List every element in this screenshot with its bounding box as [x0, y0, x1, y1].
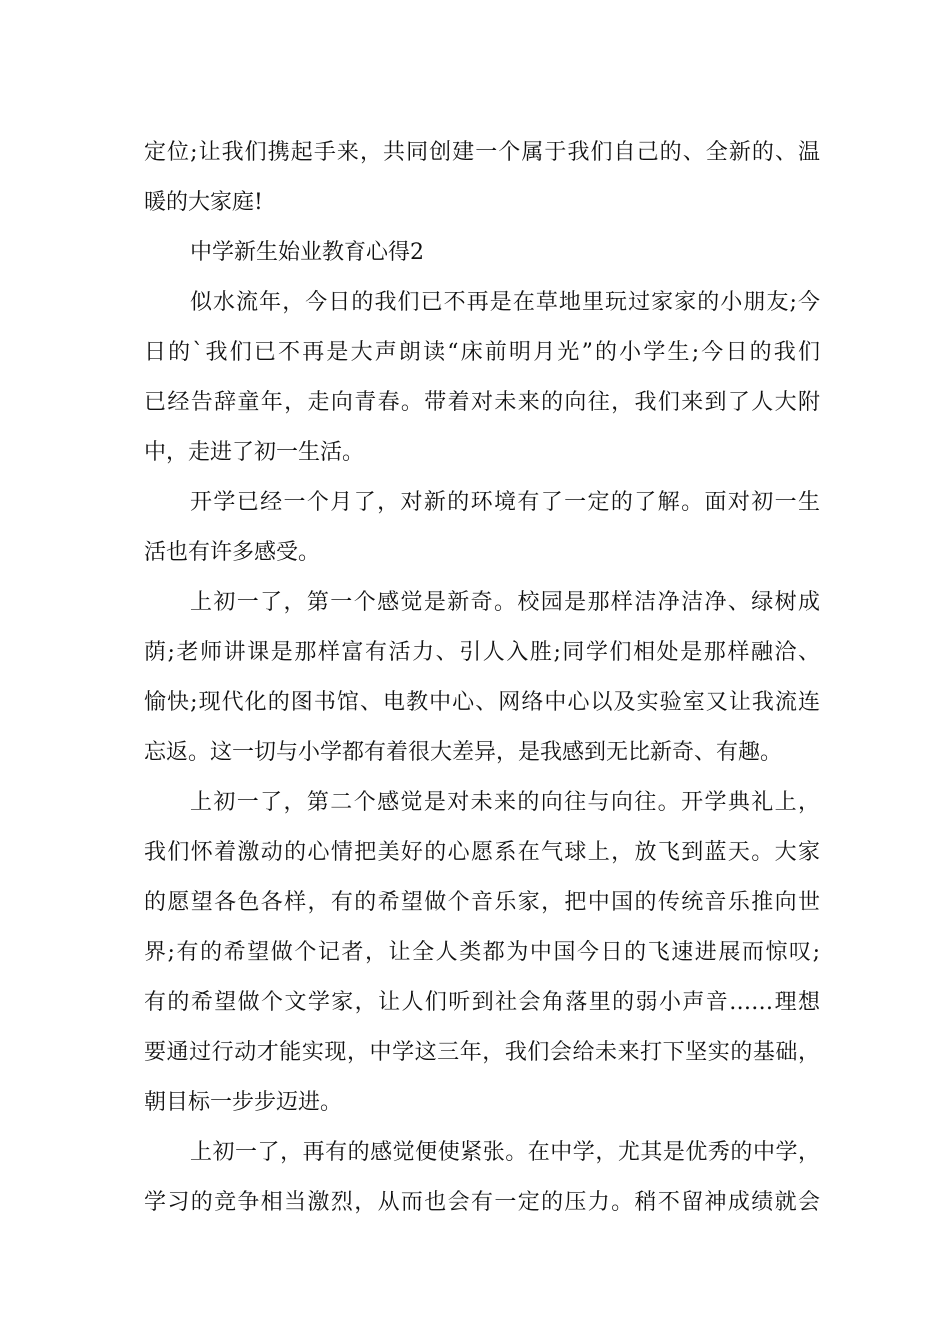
paragraph-line: 上初一了，再有的感觉便使紧张。在中学，尤其是优秀的中学， [190, 1140, 820, 1165]
paragraph-line: 要通过行动才能实现，中学这三年，我们会给未来打下坚实的基础， [144, 1040, 820, 1065]
paragraph-line: 朝目标一步步迈进。 [144, 1090, 343, 1115]
paragraph-line: 已经告辞童年，走向青春。带着对未来的向往，我们来到了人大附 [144, 390, 820, 415]
section-heading: 中学新生始业教育心得2 [190, 240, 424, 265]
paragraph-line: 定位;让我们携起手来，共同创建一个属于我们自己的、全新的、温 [144, 140, 820, 165]
document-body [144, 128, 820, 1228]
paragraph-line: 愉快;现代化的图书馆、电教中心、网络中心以及实验室又让我流连 [144, 690, 820, 715]
paragraph-line: 上初一了，第二个感觉是对未来的向往与向往。开学典礼上， [190, 790, 820, 815]
paragraph-line: 有的希望做个文学家，让人们听到社会角落里的弱小声音……理想 [144, 990, 820, 1015]
paragraph-line: 活也有许多感受。 [144, 540, 321, 565]
paragraph-line: 开学已经一个月了，对新的环境有了一定的了解。面对初一生 [190, 490, 820, 515]
paragraph-line: 界;有的希望做个记者，让全人类都为中国今日的飞速进展而惊叹; [144, 940, 820, 965]
paragraph-line: 上初一了，第一个感觉是新奇。校园是那样洁净洁净、绿树成 [190, 590, 820, 615]
paragraph-line: 的愿望各色各样，有的希望做个音乐家，把中国的传统音乐推向世 [144, 890, 820, 915]
paragraph-line: 暖的大家庭! [144, 190, 263, 215]
paragraph-line: 我们怀着激动的心情把美好的心愿系在气球上，放飞到蓝天。大家 [144, 840, 820, 865]
paragraph-line: 学习的竞争相当激烈，从而也会有一定的压力。稍不留神成绩就会 [144, 1190, 820, 1215]
paragraph-line: 似水流年，今日的我们已不再是在草地里玩过家家的小朋友;今 [190, 290, 820, 315]
paragraph-line: 荫;老师讲课是那样富有活力、引人入胜;同学们相处是那样融洽、 [144, 640, 820, 665]
paragraph-line: 忘返。这一切与小学都有着很大差异，是我感到无比新奇、有趣。 [144, 740, 783, 765]
paragraph-line: 日的`我们已不再是大声朗读“床前明月光”的小学生;今日的我们 [144, 340, 820, 365]
paragraph-line: 中，走进了初一生活。 [144, 440, 365, 465]
